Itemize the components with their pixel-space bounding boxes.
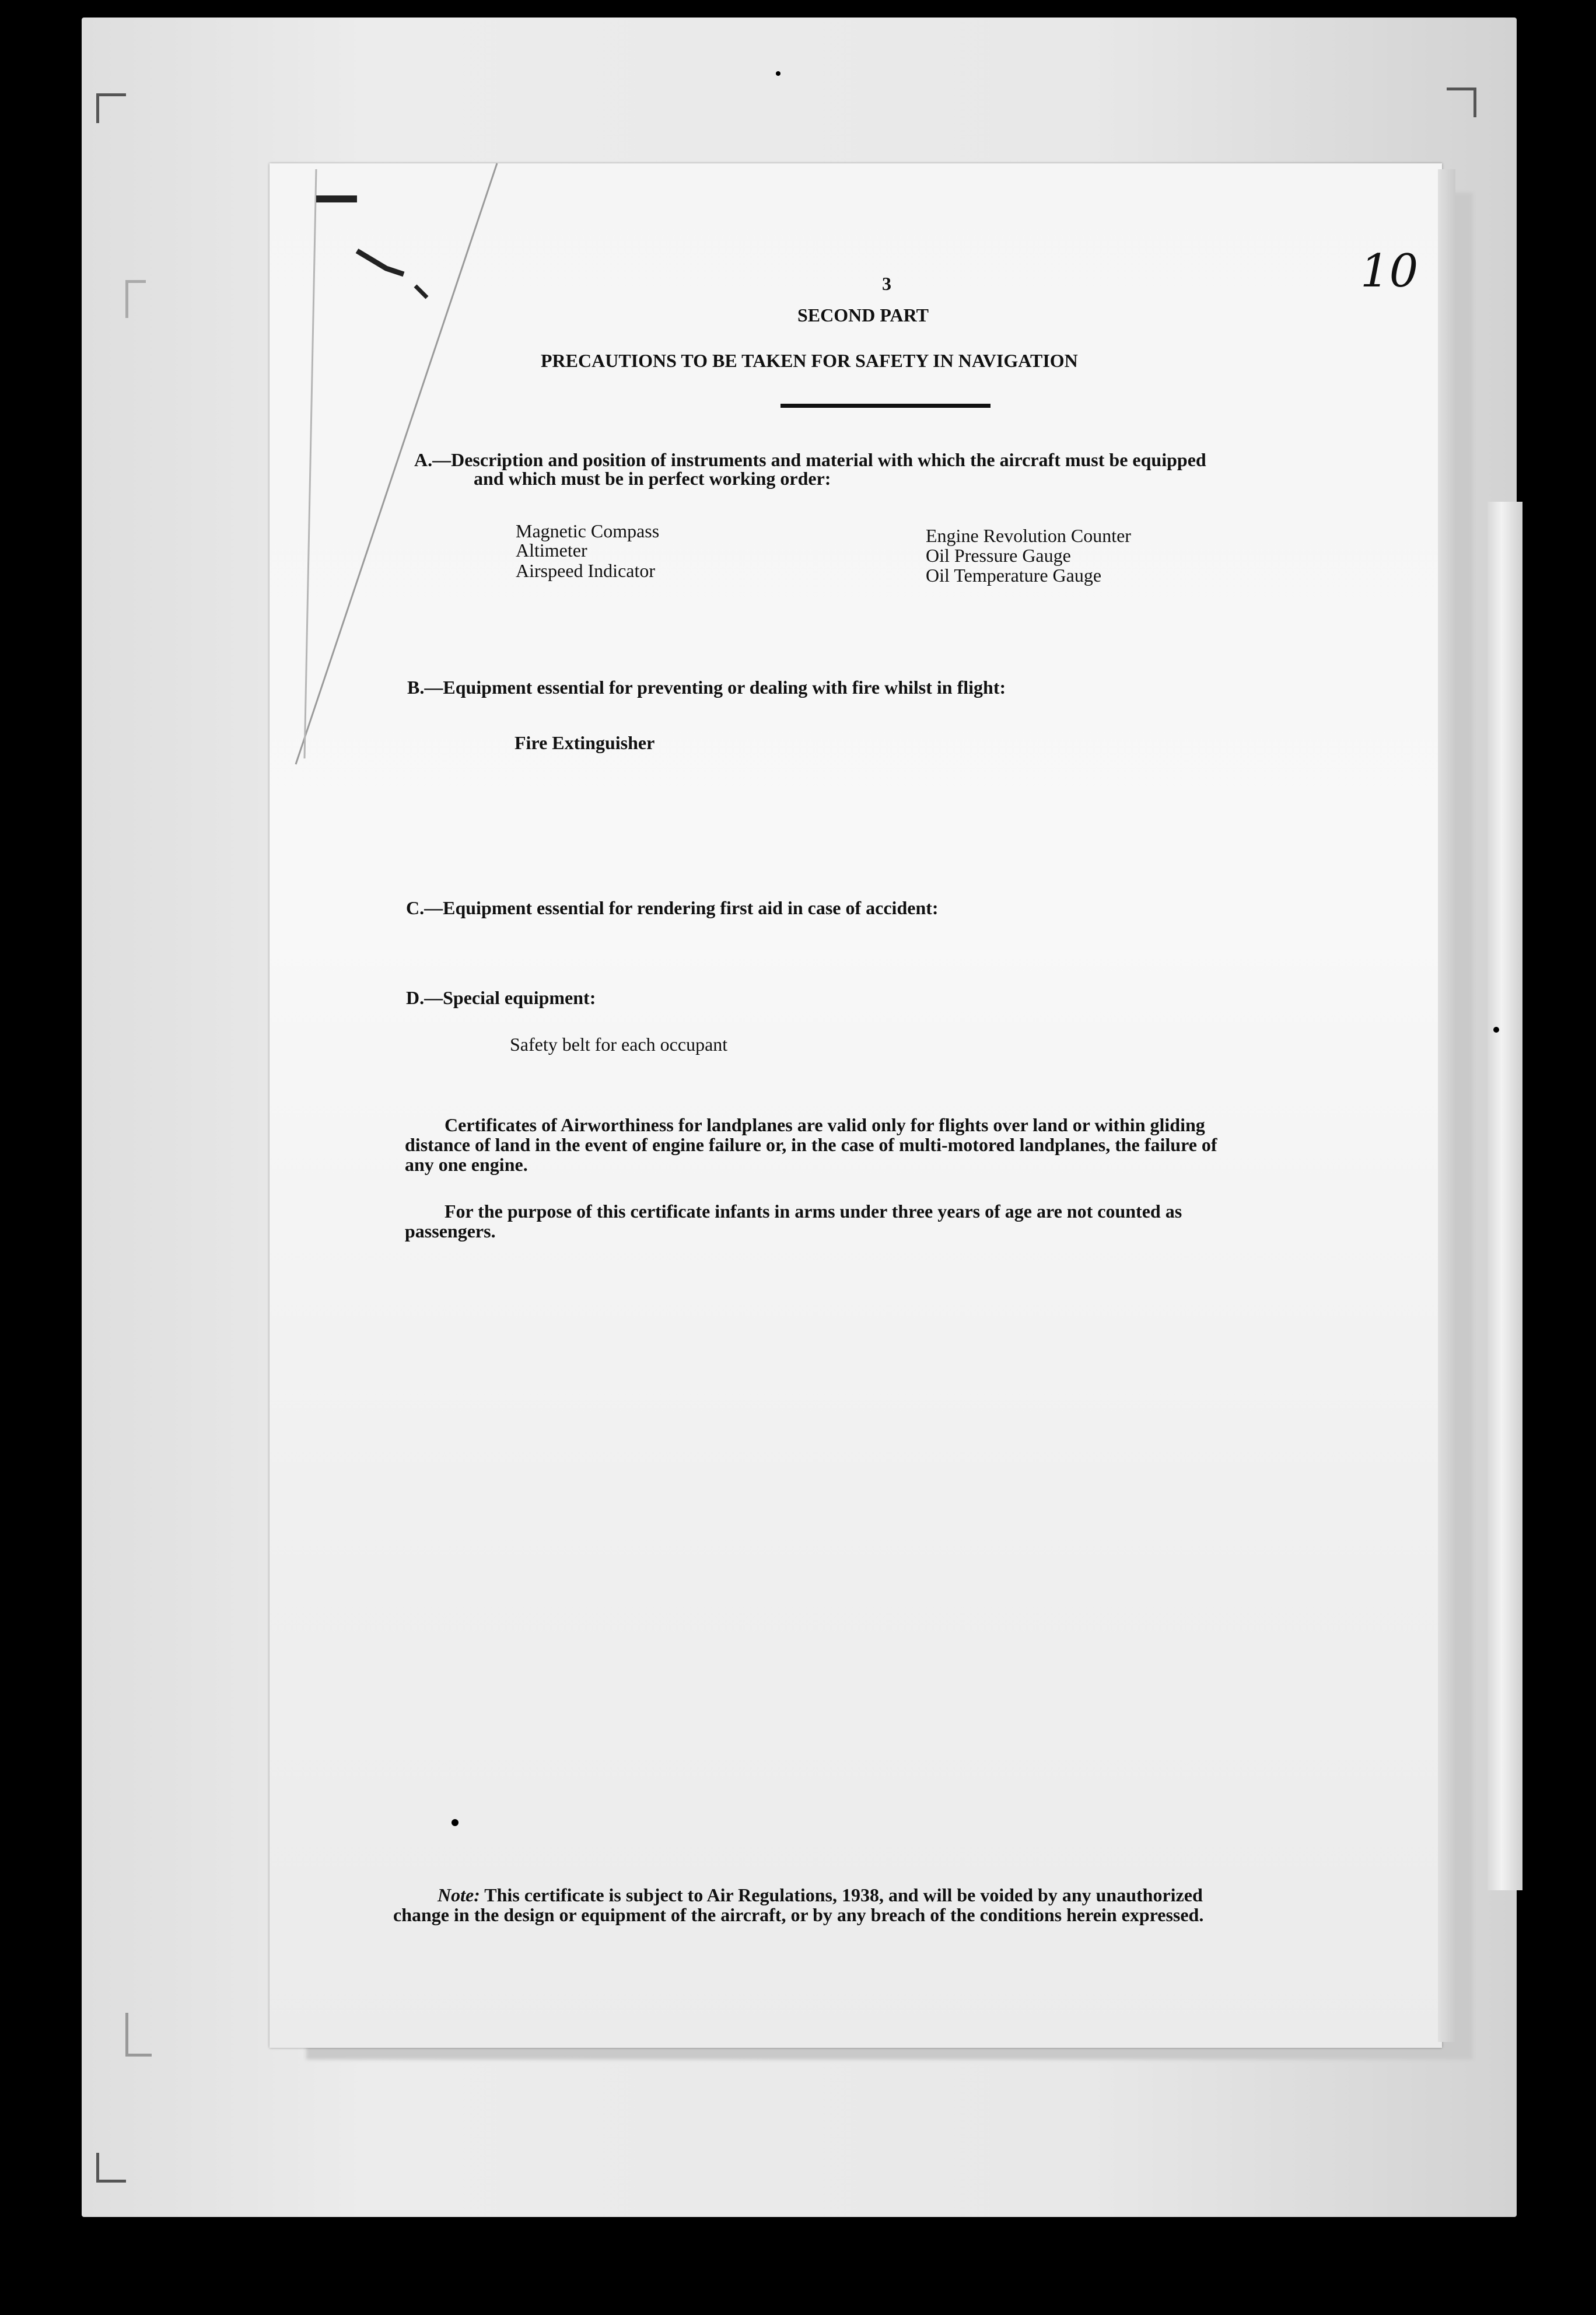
section-a-heading-line1: A.—Description and position of instruments and material with which the aircraft must be equipped	[414, 449, 1206, 470]
backing-card-edge	[1488, 502, 1522, 1890]
airworthiness-paragraph-line1: Certificates of Airworthiness for landplanes are valid only for flights over land or within gliding	[444, 1114, 1205, 1135]
dust-speck-right	[1493, 1027, 1499, 1033]
note-line2: change in the design or equipment of the aircraft, or by any breach of the conditions herein expressed.	[393, 1904, 1204, 1925]
section-b-item: Fire Extinguisher	[514, 732, 655, 753]
passengers-paragraph-line1: For the purpose of this certificate infants in arms under three years of age are not counted as	[444, 1201, 1182, 1222]
page-stack-edge	[1438, 169, 1455, 2042]
note-label: Note:	[438, 1884, 480, 1905]
airworthiness-paragraph-line2: distance of land in the event of engine failure or, in the case of multi-motored landplanes, the failure of	[405, 1134, 1217, 1155]
corner-mark-top-left	[96, 93, 126, 123]
section-b-heading: B.—Equipment essential for preventing or dealing with fire whilst in flight:	[407, 677, 1006, 698]
instrument-airspeed-indicator: Airspeed Indicator	[516, 560, 656, 581]
instrument-oil-pressure-gauge: Oil Pressure Gauge	[926, 545, 1071, 566]
corner-mark-inner-bottom	[125, 2013, 152, 2057]
corner-mark-inner-top	[125, 280, 146, 318]
passengers-paragraph-line2: passengers.	[405, 1221, 496, 1242]
part-title: SECOND PART	[797, 305, 929, 326]
handwritten-page-number: 10	[1360, 245, 1419, 298]
instrument-engine-revolution-counter: Engine Revolution Counter	[926, 525, 1131, 546]
dust-speck-top	[776, 71, 780, 76]
note-line1-text: This certificate is subject to Air Regulations, 1938, and will be voided by any unauthorized	[484, 1884, 1203, 1905]
section-c-heading: C.—Equipment essential for rendering first aid in case of accident:	[406, 897, 939, 918]
section-d-heading: D.—Special equipment:	[406, 987, 596, 1008]
ink-speck	[452, 1819, 459, 1826]
section-a-heading-line2: and which must be in perfect working order:	[474, 468, 831, 489]
instrument-magnetic-compass: Magnetic Compass	[516, 520, 660, 541]
note-line1	[438, 1884, 1203, 1905]
main-heading: PRECAUTIONS TO BE TAKEN FOR SAFETY IN NAVIGATION	[541, 350, 1078, 371]
document-page	[270, 163, 1442, 2048]
corner-mark-top-right	[1447, 88, 1476, 117]
instrument-oil-temperature-gauge: Oil Temperature Gauge	[926, 565, 1102, 586]
folded-corner-lines	[270, 163, 1442, 805]
corner-mark-bottom-left	[96, 2153, 126, 2183]
heading-divider	[780, 404, 991, 408]
airworthiness-paragraph-line3: any one engine.	[405, 1154, 528, 1175]
instrument-altimeter: Altimeter	[516, 540, 587, 561]
section-d-item: Safety belt for each occupant	[510, 1034, 728, 1055]
page-number: 3	[882, 273, 891, 294]
